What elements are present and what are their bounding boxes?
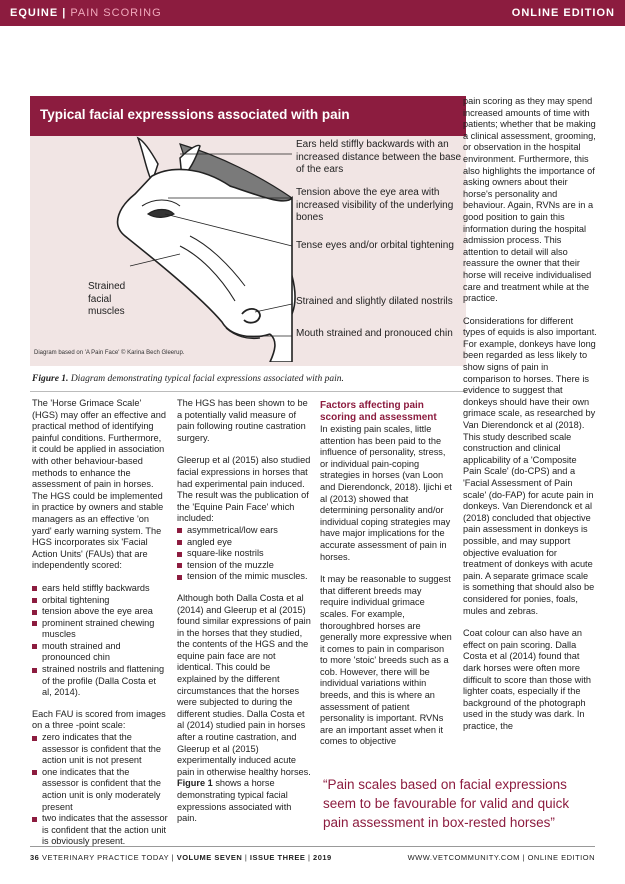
footer-divider bbox=[30, 846, 595, 847]
issue: ISSUE THREE bbox=[249, 853, 306, 862]
annotation-muscles: Strained facial muscles bbox=[88, 281, 126, 317]
col2-paragraph-3-a: Although both Dalla Costa et al (2014) and Gleerup et al (2015) found similar expressions of pain in the horses that they studied, the contents of the HGS and the equine pain face are not identical. This could be explained by the different circumstances that the horses were subjected to during the different studies. Dalla Costa et al (2014) studied pain in horses after a routine castration, and Gleerup et al (2015) experimentally induced acute pain in otherwise healthy horses. bbox=[177, 592, 311, 777]
footer-edition: ONLINE EDITION bbox=[527, 853, 595, 862]
figure-reference: Figure 1 bbox=[177, 778, 213, 789]
annotation-mouth: Mouth strained and pronouced chin bbox=[296, 328, 453, 339]
col3-paragraph-1: In existing pain scales, little attention has been paid to the influence of personality, stress, or individual pain-coping strategies in horses (van Loon and Dierendonck, 2018). Ijichi et al (2013) showed that determining personality and/or individual coping strategies may have major implications for the accurate assessment of pain in horses. bbox=[320, 424, 452, 562]
page-number: 36 bbox=[30, 853, 40, 862]
col3-paragraph-2: It may be reasonable to suggest that different breeds may require individual grimace scales. For example, thoroughbred horses are generally more expressive when it comes to pain in comparison to more 'stoic' breeds such as a cob. However, there will be individual variations within breeds, and this is where an assessment of patient personality is important. RVNs are an important asset when it comes to objective bbox=[320, 574, 452, 747]
year: 2019 bbox=[313, 853, 332, 862]
subsection-name: PAIN SCORING bbox=[70, 7, 162, 19]
pain-face-list bbox=[177, 525, 312, 583]
fau-list bbox=[32, 583, 168, 699]
col2-paragraph-3-b: shows a horse demonstrating typical facial expressions associated with pain. bbox=[177, 778, 292, 824]
figure-title-bar bbox=[30, 96, 466, 136]
col1-paragraph-2: Each FAU is scored from images on a three -point scale: bbox=[32, 708, 166, 731]
annotation-nostrils: Strained and slightly dilated nostrils bbox=[296, 296, 453, 307]
list-item: orbital tightening bbox=[32, 595, 168, 607]
edition-label: ONLINE EDITION bbox=[511, 7, 615, 19]
list-item: tension of the mimic muscles. bbox=[177, 571, 312, 583]
col4-paragraph-2: Considerations for different types of equids is also important. For example, donkeys have long been regarded as less likely to show signs of pain in comparison to horses. There is evidence to suggest that donkeys should have their own grimace scale, as researched by Van Dierendonck et al (2018). This study described scale construction and clinical applicability of a 'Composite Pain Scale' (do-CPS) and a 'Facial Assessment of Pain scale' (do-FAP) for acute pain in donkeys. Van Dierendonck et al (2018) concluded that objective pain assessment in donkeys is possible, and may support objective evaluation for treatment of donkeys with acute pain. A separate grimace scale is something that should also be considered for ponies, foals, mules and zebras. bbox=[463, 315, 597, 616]
section-name: EQUINE bbox=[10, 7, 59, 19]
caption-divider bbox=[30, 391, 466, 392]
figure-title: Typical facial expresssions associated with pain bbox=[40, 107, 350, 122]
magazine-name: VETERINARY PRACTICE TODAY bbox=[41, 853, 170, 862]
list-item: angled eye bbox=[177, 537, 312, 549]
column-2 bbox=[177, 398, 312, 836]
pull-quote: “Pain scales based on facial expressions seem to be favourable for valid and quick pain assessment in box-rested horses” bbox=[323, 777, 570, 830]
column-4 bbox=[463, 96, 597, 743]
footer-right: WWW.VETCOMMUNITY.COM | ONLINE EDITION bbox=[407, 853, 595, 862]
caption-text: Diagram demonstrating typical facial expressions associated with pain. bbox=[70, 374, 344, 384]
annotation-ears: Ears held stiffly backwards with an increased distance between the base of the ears bbox=[296, 139, 462, 175]
list-item: square-like nostrils bbox=[177, 548, 312, 560]
col4-paragraph-3: Coat colour can also have an effect on pain scoring. Dalla Costa et al (2014) found that dark horses were often more difficult to score than those with lighter coats, especially if the background of the photograph used in the study was dark. In practice, the bbox=[463, 628, 592, 731]
caption-label: Figure 1. bbox=[32, 374, 69, 384]
score-list bbox=[32, 732, 168, 848]
col2-paragraph-2: Gleerup et al (2015) also studied facial expressions in horses that had experimental pain induced. The result was the publication of the 'Equine Pain Face' which included: bbox=[177, 455, 311, 524]
list-item: mouth strained and pronounced chin bbox=[32, 641, 168, 664]
col1-paragraph-1: The 'Horse Grimace Scale' (HGS) may offer an effective and practical method of identifying painful conditions. Furthermore, it could be applied in association with other behaviour-based methods to enhance the assessment of pain in horses. The HGS could be implemented in practice by owners and stable managers as an effective 'on yard' early warning system. The HGS incorporates six 'Facial Action Units' (FAUs) that are independently scored: bbox=[32, 398, 166, 571]
column-3 bbox=[320, 400, 452, 759]
section-separator: | bbox=[62, 7, 67, 19]
list-item: tension above the eye area bbox=[32, 606, 168, 618]
list-item: asymmetrical/low ears bbox=[177, 525, 312, 537]
list-item: one indicates that the assessor is confident that the action unit is only moderately present bbox=[32, 767, 168, 813]
figure-caption bbox=[32, 374, 472, 384]
footer: 36 VETERINARY PRACTICE TODAY | VOLUME SEVEN | ISSUE THREE | 2019 WWW.VETCOMMUNITY.COM | ONLINE EDITION bbox=[30, 853, 595, 862]
site-url: WWW.VETCOMMUNITY.COM bbox=[407, 853, 520, 862]
list-item: two indicates that the assessor is confident that the action unit is obviously present. bbox=[32, 813, 168, 848]
col2-paragraph-3 bbox=[177, 593, 312, 825]
section-heading: Factors affecting pain scoring and assessment bbox=[320, 400, 437, 423]
list-item: ears held stiffly backwards bbox=[32, 583, 168, 595]
col4-paragraph-1: pain scoring as they may spend increased amounts of time with patients; whether that be making a clinical assessment, grooming, or observation in the hospital environment. Furthermore, this also highlights the importance of asking owners about their horse's personality and behaviour. Again, RVNs are in a good position to gain this information during the hospital admission process. This attention to detail will also reassure the owner that their horse will receive individualised care and treatment while at the practice. bbox=[463, 96, 596, 304]
column-1 bbox=[32, 398, 168, 858]
annotation-tension: Tension above the eye area with increased visibility of the underlying bones bbox=[296, 187, 454, 223]
figure-credit: Diagram based on 'A Pain Face' © Karina Bech Gleerup. bbox=[34, 350, 185, 356]
header-bar bbox=[0, 0, 625, 26]
volume: VOLUME SEVEN bbox=[176, 853, 243, 862]
section-label bbox=[10, 7, 162, 19]
list-item: zero indicates that the assessor is confident that the action unit is not present bbox=[32, 732, 168, 767]
col2-paragraph-1: The HGS has been shown to be a potentially valid measure of pain following routine castration surgery. bbox=[177, 398, 308, 443]
annotation-eyes: Tense eyes and/or orbital tightening bbox=[296, 240, 454, 251]
list-item: prominent strained chewing muscles bbox=[32, 618, 168, 641]
list-item: tension of the muzzle bbox=[177, 560, 312, 572]
list-item: strained nostrils and flattening of the profile (Dalla Costa et al, 2014). bbox=[32, 664, 168, 699]
